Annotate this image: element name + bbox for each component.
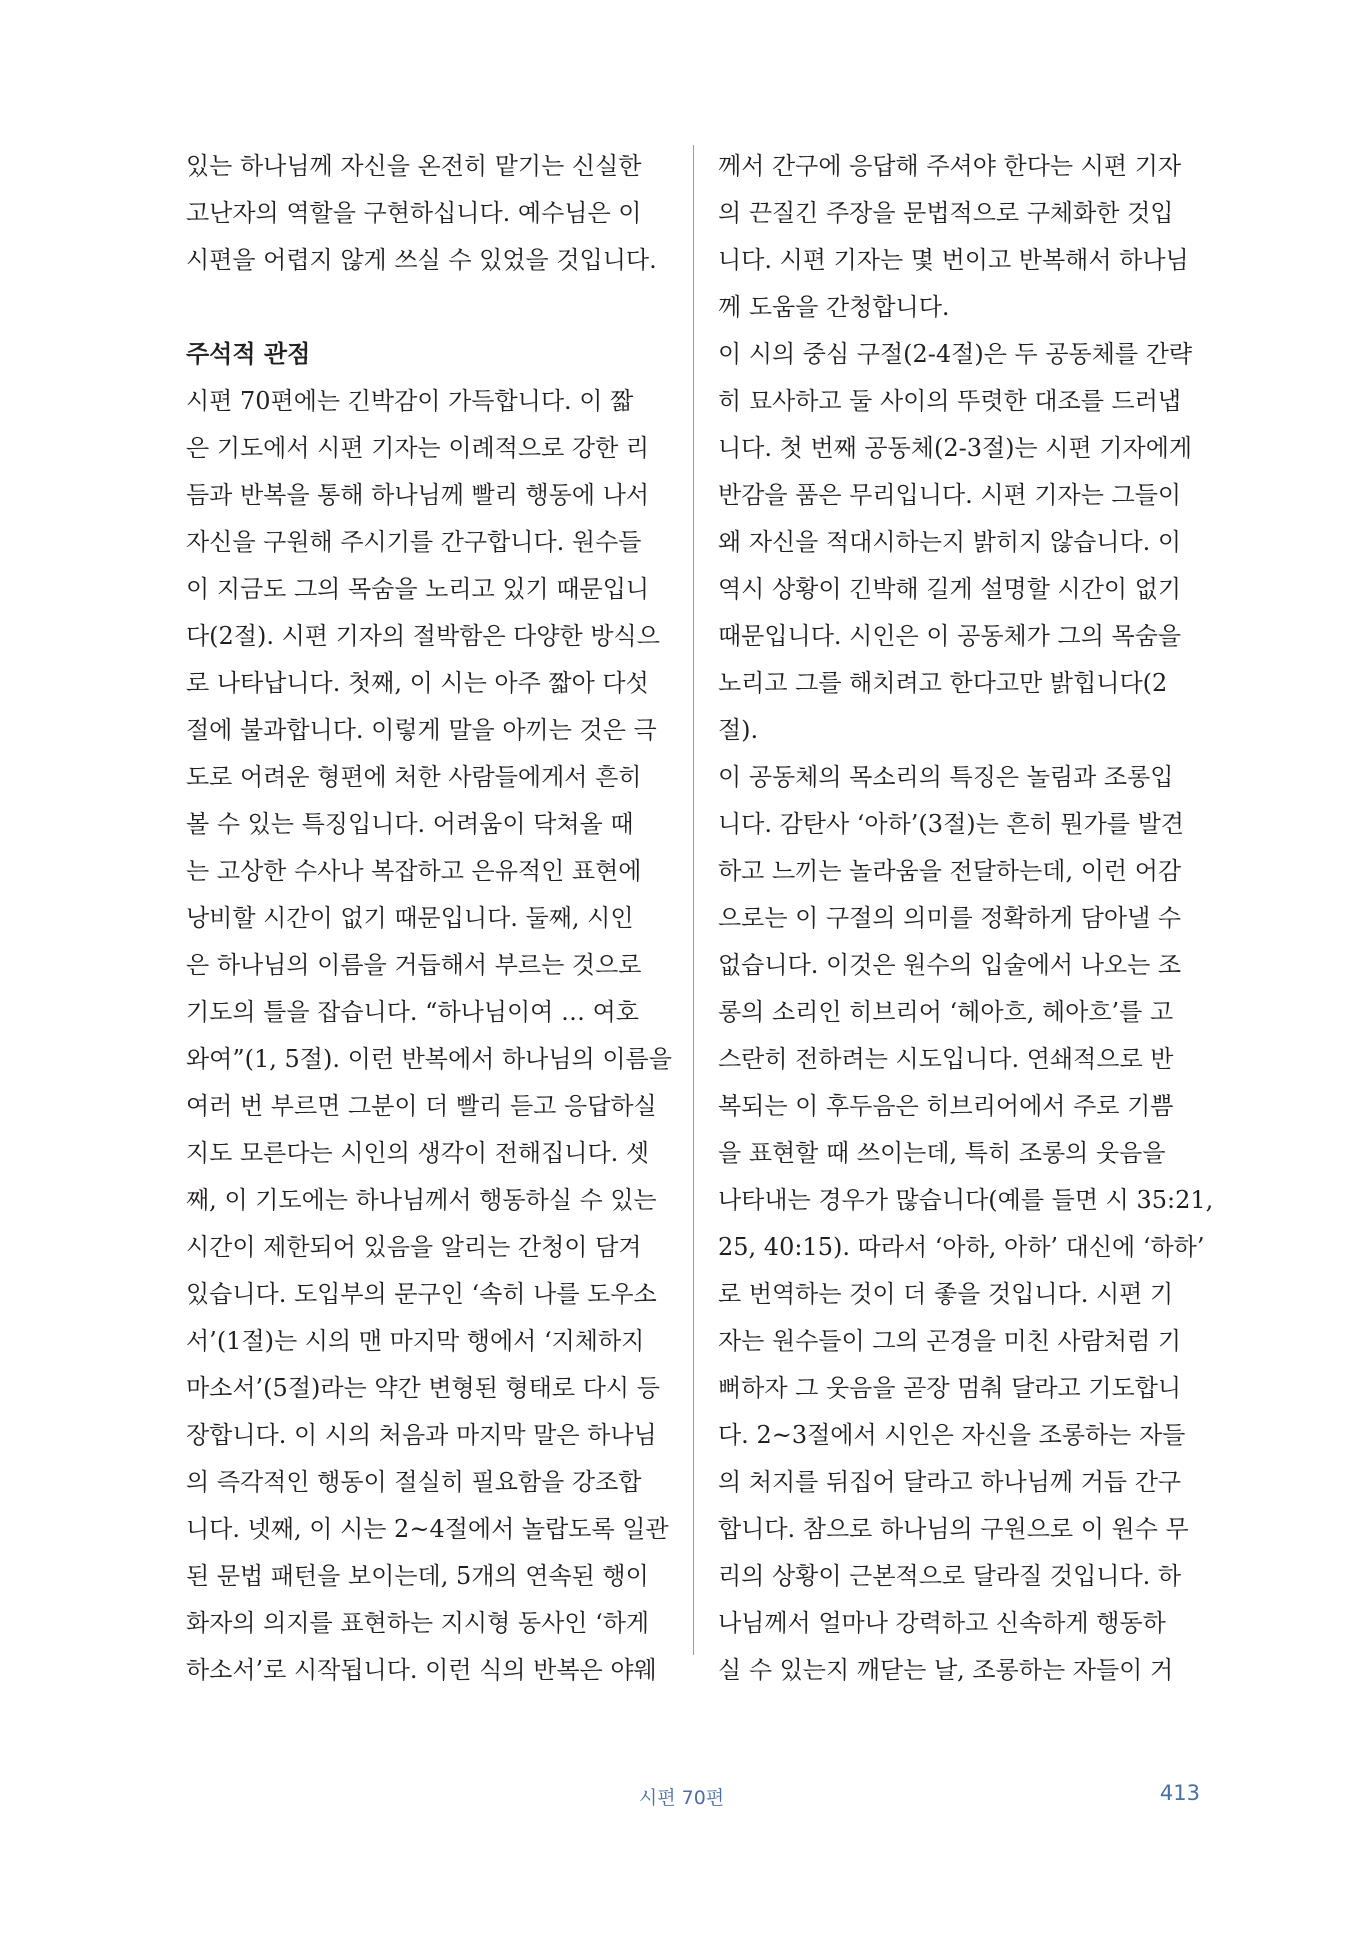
- text-line: 의 끈질긴 주장을 문법적으로 구체화한 것입: [718, 199, 1174, 227]
- text-line: 하고 느끼는 놀라움을 전달하는데, 이런 어감: [718, 857, 1182, 885]
- text-line: 자신을 구원해 주시기를 간구합니다. 원수들: [186, 528, 642, 556]
- text-line: 된 문법 패턴을 보이는데, 5개의 연속된 행이: [186, 1562, 649, 1590]
- text-line: 없습니다. 이것은 원수의 입술에서 나오는 조: [718, 951, 1182, 979]
- text-line: 니다. 시편 기자는 몇 번이고 반복해서 하나님: [718, 246, 1189, 274]
- right-column: [718, 143, 1214, 1694]
- text-line: 니다. 첫 번째 공동체(2-3절)는 시편 기자에게: [718, 434, 1193, 462]
- text-line: 시편을 어렵지 않게 쓰실 수 있었을 것입니다.: [186, 246, 657, 274]
- text-line: 히 묘사하고 둘 사이의 뚜렷한 대조를 드러냅: [718, 387, 1182, 415]
- text-line: 마소서’(5절)라는 약간 변형된 형태로 다시 등: [186, 1374, 660, 1402]
- text-line: 시간이 제한되어 있음을 알리는 간청이 담겨: [186, 1233, 642, 1261]
- text-line: 때문입니다. 시인은 이 공동체가 그의 목숨을: [718, 622, 1182, 650]
- text-line: 낭비할 시간이 없기 때문입니다. 둘째, 시인: [186, 904, 634, 932]
- text-line: 시편 70편에는 긴박감이 가득합니다. 이 짧: [186, 387, 634, 415]
- text-line: 장합니다. 이 시의 처음과 마지막 말은 하나님: [186, 1421, 657, 1449]
- text-line: 뻐하자 그 웃음을 곧장 멈춰 달라고 기도합니: [718, 1374, 1182, 1402]
- text-line: 나타내는 경우가 많습니다(예를 들면 시 35:21,: [718, 1186, 1214, 1214]
- left-column: [186, 143, 672, 1694]
- text-line: 니다. 감탄사 ‘아하’(3절)는 흔히 뭔가를 발견: [718, 810, 1184, 838]
- text-line: 노리고 그를 해치려고 한다고만 밝힙니다(2: [718, 669, 1168, 697]
- text-line: 리의 상황이 근본적으로 달라질 것입니다. 하: [718, 1562, 1182, 1590]
- text-line: 다(2절). 시편 기자의 절박함은 다양한 방식으: [186, 622, 660, 650]
- text-line: 서’(1절)는 시의 맨 마지막 행에서 ‘지체하지: [186, 1327, 645, 1355]
- text-line: 스란히 전하려는 시도입니다. 연쇄적으로 반: [718, 1045, 1174, 1073]
- text-line: 절).: [718, 716, 759, 744]
- text-line: 절에 불과합니다. 이렇게 말을 아끼는 것은 극: [186, 716, 657, 744]
- text-line: 여러 번 부르면 그분이 더 빨리 듣고 응답하실: [186, 1092, 657, 1120]
- paragraph-gap: [186, 284, 668, 331]
- column-divider: [693, 145, 694, 1655]
- text-line: 도로 어려운 형편에 처한 사람들에게서 흔히: [186, 763, 642, 791]
- text-line: 화자의 의지를 표현하는 지시형 동사인 ‘하게: [186, 1609, 650, 1637]
- text-line: 째, 이 기도에는 하나님께서 행동하실 수 있는: [186, 1186, 657, 1214]
- text-line: 께 도움을 간청합니다.: [718, 293, 950, 321]
- text-line: 실 수 있는지 깨닫는 날, 조롱하는 자들이 거: [718, 1656, 1174, 1684]
- text-line: 복되는 이 후두음은 히브리어에서 주로 기쁨: [718, 1092, 1174, 1120]
- text-line: 와여”(1, 5절). 이런 반복에서 하나님의 이름을: [186, 1045, 672, 1073]
- text-line: 나님께서 얼마나 강력하고 신속하게 행동하: [718, 1609, 1166, 1637]
- text-line: 로 나타납니다. 첫째, 이 시는 아주 짧아 다섯: [186, 669, 649, 697]
- text-line: 의 처지를 뒤집어 달라고 하나님께 거듭 간구: [718, 1468, 1182, 1496]
- text-line: 의 즉각적인 행동이 절실히 필요함을 강조합: [186, 1468, 642, 1496]
- section-heading: 주석적 관점: [186, 340, 311, 368]
- text-line: 하소서’로 시작됩니다. 이런 식의 반복은 야웨: [186, 1656, 657, 1684]
- text-line: 으로는 이 구절의 의미를 정확하게 담아낼 수: [718, 904, 1182, 932]
- text-line: 은 하나님의 이름을 거듭해서 부르는 것으로: [186, 951, 642, 979]
- text-line: 고난자의 역할을 구현하십니다. 예수님은 이: [186, 199, 642, 227]
- text-line: 지도 모른다는 시인의 생각이 전해집니다. 셋: [186, 1139, 650, 1167]
- running-title: 시편 70편: [638, 1787, 725, 1809]
- text-line: 자는 원수들이 그의 곤경을 미친 사람처럼 기: [718, 1327, 1182, 1355]
- text-line: 듬과 반복을 통해 하나님께 빨리 행동에 나서: [186, 481, 650, 509]
- text-line: 있습니다. 도입부의 문구인 ‘속히 나를 도우소: [186, 1280, 657, 1308]
- text-line: 기도의 틀을 잡습니다. “하나님이여 … 여호: [186, 998, 639, 1026]
- text-line: 니다. 넷째, 이 시는 2~4절에서 놀랍도록 일관: [186, 1515, 669, 1543]
- text-line: 볼 수 있는 특징입니다. 어려움이 닥쳐올 때: [186, 810, 634, 838]
- text-line: 이 공동체의 목소리의 특징은 놀림과 조롱입: [718, 763, 1174, 791]
- text-line: 이 지금도 그의 목숨을 노리고 있기 때문입니: [186, 575, 650, 603]
- text-line: 은 기도에서 시편 기자는 이례적으로 강한 리: [186, 434, 650, 462]
- text-line: 반감을 품은 무리입니다. 시편 기자는 그들이: [718, 481, 1182, 509]
- text-line: 다. 2~3절에서 시인은 자신을 조롱하는 자들: [718, 1421, 1186, 1449]
- page-number: 413: [1159, 1781, 1200, 1805]
- text-line: 역시 상황이 긴박해 길게 설명할 시간이 없기: [718, 575, 1182, 603]
- text-line: 25, 40:15). 따라서 ‘아하, 아하’ 대신에 ‘하하’: [718, 1233, 1205, 1261]
- text-line: 로 번역하는 것이 더 좋을 것입니다. 시편 기: [718, 1280, 1174, 1308]
- text-line: 을 표현할 때 쓰이는데, 특히 조롱의 웃음을: [718, 1139, 1166, 1167]
- text-line: 께서 간구에 응답해 주셔야 한다는 시편 기자: [718, 152, 1182, 180]
- text-line: 있는 하나님께 자신을 온전히 맡기는 신실한: [186, 152, 642, 180]
- text-line: 는 고상한 수사나 복잡하고 은유적인 표현에: [186, 857, 642, 885]
- text-line: 롱의 소리인 히브리어 ‘헤아흐, 헤아흐’를 고: [718, 998, 1174, 1026]
- text-line: 이 시의 중심 구절(2-4절)은 두 공동체를 간략: [718, 340, 1193, 368]
- text-line: 합니다. 참으로 하나님의 구원으로 이 원수 무: [718, 1515, 1189, 1543]
- text-line: 왜 자신을 적대시하는지 밝히지 않습니다. 이: [718, 528, 1182, 556]
